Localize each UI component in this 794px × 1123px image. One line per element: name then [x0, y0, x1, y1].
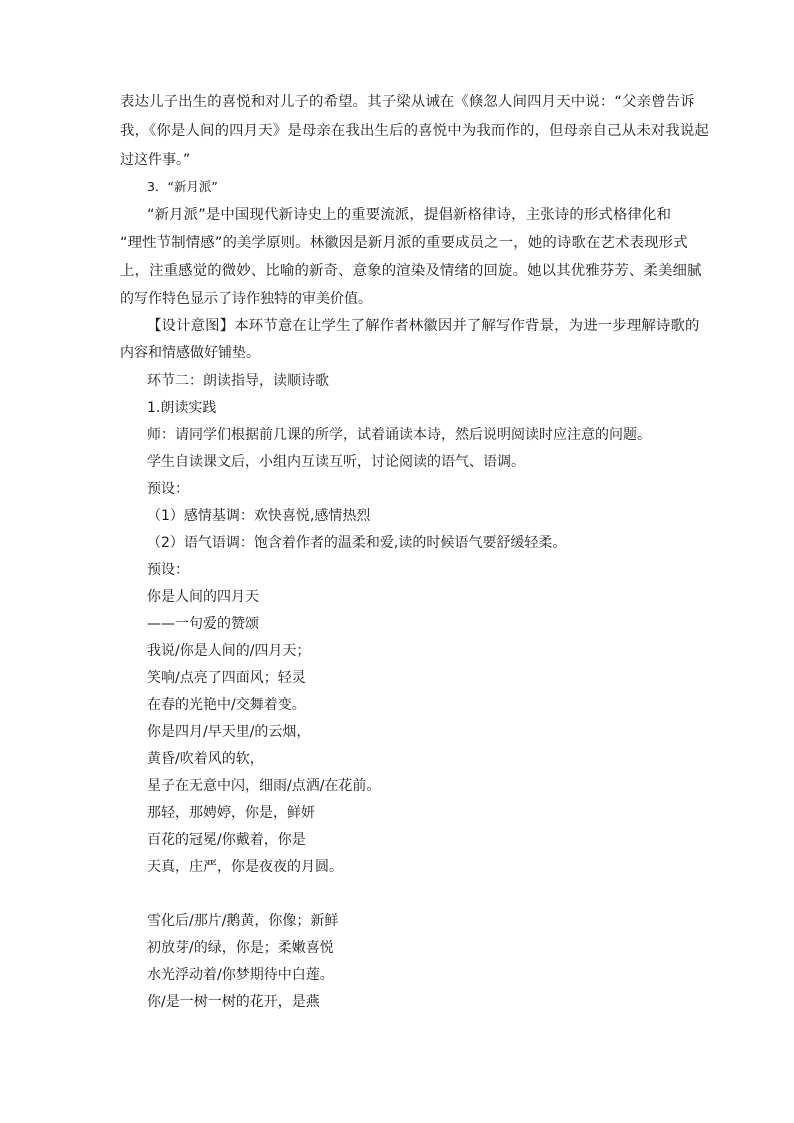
- section-heading: 3．“新月派”: [147, 179, 218, 194]
- text-line: 学生自读课文后，小组内互读互听，讨论阅读的语气、语调。: [147, 454, 525, 470]
- poem-line: 初放芽/的绿，你是；柔嫩喜悦: [147, 940, 334, 956]
- design-intent-line: 【设计意图】本环节意在让学生了解作者林徽因并了解写作背景，为进一步理解诗歌的: [147, 318, 700, 334]
- text-line: 内容和情感做好铺垫。: [120, 345, 260, 361]
- poem-line: 黄昏/吹着风的软，: [147, 751, 264, 767]
- poem-line: 那轻，那娉婷，你是，鲜妍: [147, 805, 315, 821]
- poem-line: 水光浮动着/你梦期待中白莲。: [147, 967, 334, 983]
- section-heading: 环节二：朗读指导，读顺诗歌: [147, 373, 329, 389]
- poem-line: 星子在无意中闪，细雨/点洒/在花前。: [147, 778, 381, 794]
- text-line: 过这件事。”: [120, 152, 191, 168]
- poem-line: 雪化后/那片/鹅黄，你像；新鲜: [147, 913, 339, 929]
- text-line: 上，注重感觉的微妙、比喻的新奇、意象的渲染及情绪的回旋。她以其优雅芬芳、柔美细腻: [120, 263, 702, 279]
- poem-subtitle: ——一句爱的赞颂: [147, 616, 259, 632]
- text-line: “新月派”是中国现代新诗史上的重要流派，提倡新格律诗，主张诗的形式格律化和: [147, 207, 672, 223]
- text-line: 我，《你是人间的四月天》是母亲在我出生后的喜悦中为我而作的，但母亲自己从未对我说起: [120, 123, 709, 139]
- poem-line: 在春的光艳中/交舞着变。: [147, 697, 306, 713]
- poem-line: 你/是一树一树的花开，是燕: [147, 994, 320, 1010]
- text-line: 表达儿子出生的喜悦和对儿子的希望。其子梁从诫在《倏忽人间四月天中说：“父亲曾告诉: [120, 94, 695, 110]
- text-line: 预设：: [147, 562, 189, 578]
- poem-line: 天真，庄严，你是夜夜的月圆。: [147, 859, 343, 875]
- text-line: 的写作特色显示了诗作独特的审美价值。: [120, 291, 372, 307]
- poem-line: 你是四月/早天里/的云烟，: [147, 724, 311, 740]
- text-line: 师：请同学们根据前几课的所学，试着诵读本诗，然后说明阅读时应注意的问题。: [147, 427, 651, 443]
- poem-line: 百花的冠冕/你戴着，你是: [147, 832, 306, 848]
- subsection-heading: 1.朗读实践: [147, 400, 217, 416]
- poem-title: 你是人间的四月天: [147, 589, 259, 605]
- text-line: （2）语气语调：饱含着作者的温柔和爱,读的时候语气要舒缓轻柔。: [147, 535, 567, 551]
- poem-line: 我说/你是人间的/四月天；: [147, 643, 311, 659]
- text-line: “理性节制情感”的美学原则。林徽因是新月派的重要成员之一，她的诗歌在艺术表现形式: [120, 235, 688, 251]
- text-line: 预设：: [147, 481, 189, 497]
- poem-line: 笑响/点亮了四面风；轻灵: [147, 670, 306, 686]
- text-line: （1）感情基调：欢快喜悦,感情热烈: [147, 508, 371, 524]
